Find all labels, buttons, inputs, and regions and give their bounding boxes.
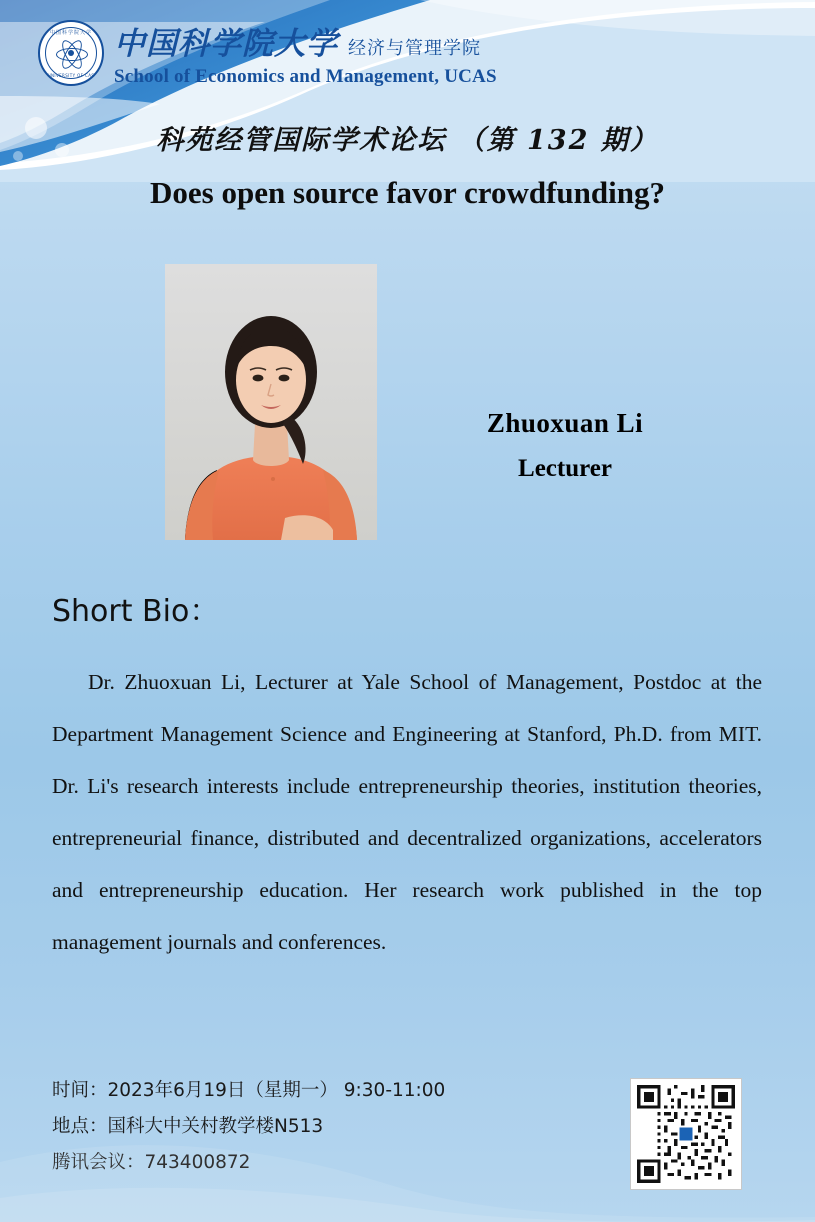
qr-code-icon	[630, 1078, 742, 1190]
speaker-photo	[165, 264, 377, 540]
atom-icon	[56, 38, 86, 68]
event-details	[52, 1073, 572, 1181]
emblem-bottom-text: UNIVERSITY OF CAS	[47, 73, 95, 78]
event-meeting-id: 腾讯会议：743400872	[52, 1152, 251, 1173]
logo	[38, 18, 497, 88]
emblem-top-text: 中国科学院大学	[49, 30, 92, 36]
talk-title: Does open source favor crowdfunding?	[150, 175, 665, 210]
event-place: 地点：国科大中关村教学楼N513	[52, 1116, 324, 1137]
bio-heading: Short Bio：	[52, 594, 220, 629]
forum-series-line: 科苑经管国际学术论坛 （第 132 期）	[156, 125, 659, 156]
university-name-cn: 中国科学院大学	[114, 26, 338, 62]
school-name-en: School of Economics and Management, UCAS	[114, 66, 497, 87]
logo-text-block	[114, 18, 497, 88]
ucas-emblem-icon	[38, 20, 104, 86]
event-time: 时间：2023年6月19日（星期一） 9:30-11:00	[52, 1080, 446, 1101]
school-name-cn: 经济与管理学院	[348, 38, 481, 59]
speaker-role: Lecturer	[518, 455, 612, 482]
bio-text: Dr. Zhuoxuan Li, Lecturer at Yale School of Management, Postdoc at the Department Management Science and Engineering at Stanford, Ph.D. from MIT. Dr. Li's research interests include entrepreneurship theories, institution theories, entrepreneurial finance, distributed and decentralized organizations, accelerators and entrepreneurship education. Her research work published in the top management journals and conferences.	[52, 670, 762, 954]
speaker-info	[400, 408, 730, 483]
speaker-name: Zhuoxuan Li	[486, 408, 644, 438]
